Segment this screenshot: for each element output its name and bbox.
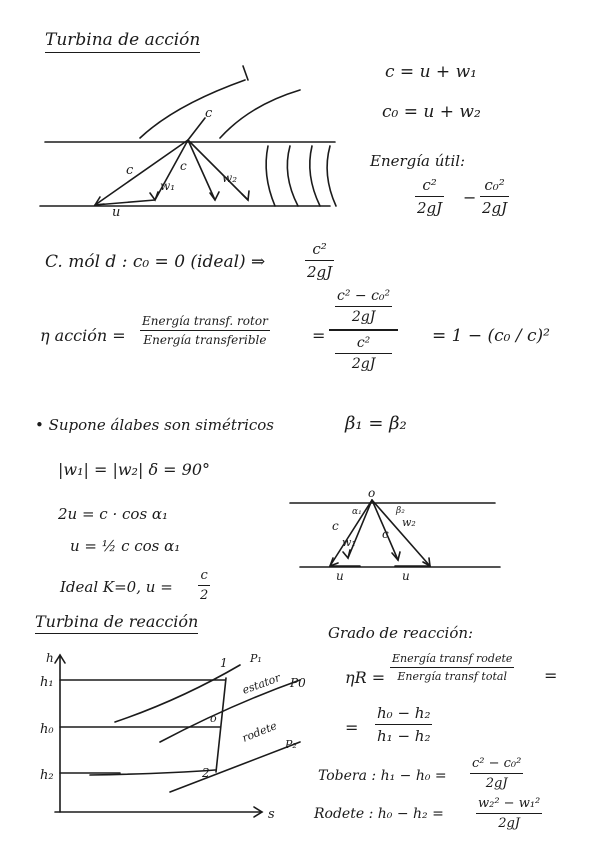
eta-action-den: Energía transferible <box>143 333 267 347</box>
c-mol-num: c² <box>312 240 327 258</box>
energy-num-2: c₀² <box>484 176 505 194</box>
beta-equality: β₁ = β₂ <box>345 413 407 434</box>
w1-label: w₁ <box>160 179 176 193</box>
eq2-frac <box>375 704 432 745</box>
s-axis-label: s <box>268 807 275 822</box>
frac-bar <box>305 260 334 261</box>
h0-label: h₀ <box>40 722 54 737</box>
c-left-label: c <box>126 163 134 178</box>
frac-bar <box>390 667 514 668</box>
eq-c: c = u + w₁ <box>385 62 477 82</box>
energy-den-1: 2gJ <box>417 199 443 217</box>
frac-bar <box>480 196 509 197</box>
eq-c0: c₀ = u + w₂ <box>382 102 481 122</box>
symmetric-bullet: • Supone álabes son simétricos <box>35 416 274 434</box>
eta-action-eq: = <box>312 326 326 345</box>
ideal-den: 2 <box>200 588 209 603</box>
big-frac-bar <box>329 329 398 331</box>
energy-minus: − <box>463 188 477 207</box>
u1-label: u <box>336 569 344 583</box>
frac-bar <box>140 330 270 331</box>
u-label: u <box>112 205 121 220</box>
c2-label: c <box>382 527 389 541</box>
frac-bar <box>470 773 523 774</box>
w2-label: w₂ <box>222 171 238 185</box>
pt2-label: 2 <box>202 766 210 780</box>
o-label: o <box>368 486 376 500</box>
rodete-line: Rodete : h₀ − h₂ = <box>314 806 444 822</box>
eq-2u: 2u = c · cos α₁ <box>58 505 169 523</box>
c-mol-line: C. mól d : c₀ = 0 (ideal) ⇒ <box>45 252 266 272</box>
etaR-eq: = <box>544 666 558 685</box>
symmetric-blade-diagram <box>290 486 500 583</box>
frac-bar <box>415 196 444 197</box>
estator-label: estator <box>240 671 283 697</box>
eq2-sign: = <box>345 718 359 737</box>
pt0-label: o <box>210 712 217 725</box>
etaR-num: Energía transf rodete <box>392 652 513 665</box>
c-mol-den: 2gJ <box>307 263 333 281</box>
grado-label: Grado de reacción: <box>328 624 474 642</box>
c-top-label: c <box>205 106 213 121</box>
w-equality: |w₁| = |w₂| δ = 90° <box>58 460 211 479</box>
rodete-num: w₂² − w₁² <box>478 796 541 811</box>
tobera-num: c² − c₀² <box>472 756 522 771</box>
big-frac-bottom <box>335 335 392 372</box>
rodete-frac <box>476 796 542 831</box>
u2-label: u <box>402 569 410 583</box>
tobera-frac <box>470 756 523 791</box>
etaR-frac <box>390 652 514 683</box>
big-den-num: c² <box>356 335 371 351</box>
frac-bar <box>476 813 542 814</box>
eta-action-result: = 1 − (c₀ / c)² <box>432 326 550 346</box>
frac-bar <box>198 585 210 586</box>
h1-label: h₁ <box>40 675 54 690</box>
energy-frac-2 <box>480 176 509 217</box>
frac-bar <box>335 306 392 307</box>
c-mid-label: c <box>180 159 187 173</box>
rodete-den: 2gJ <box>498 816 521 831</box>
big-den-den: 2gJ <box>351 356 376 372</box>
tobera-line: Tobera : h₁ − h₀ = <box>318 768 447 784</box>
big-num-num: c² − c₀² <box>337 288 391 304</box>
h2-label: h₂ <box>40 768 54 783</box>
hs-chart <box>40 651 306 822</box>
eta-action-num: Energía transf. rotor <box>142 314 268 328</box>
energy-num-1: c² <box>422 176 437 194</box>
c-mol-frac <box>305 240 334 281</box>
etaR-den: Energía transf total <box>397 670 507 683</box>
ideal-frac <box>198 568 210 603</box>
big-frac-top <box>335 288 392 325</box>
p1-label: P₁ <box>250 652 262 665</box>
eta-action-label: η acción = <box>40 326 126 345</box>
section1-title: Turbina de acción <box>45 30 200 53</box>
ideal-num: c <box>200 568 208 583</box>
eq2-den: h₁ − h₂ <box>377 727 431 745</box>
c1-label: c <box>332 519 339 533</box>
eq-u: u = ½ c cos α₁ <box>70 537 181 555</box>
big-frac <box>335 288 392 372</box>
h-axis-label: h <box>46 651 54 665</box>
etaR-label: ηR = <box>345 668 386 687</box>
w2-sym-label: w₂ <box>402 516 416 529</box>
pt1-label: 1 <box>220 656 228 670</box>
p0-label: P0 <box>290 676 306 690</box>
section4-title: Turbina de reacción <box>35 612 198 634</box>
alpha1-label: α₁ <box>352 507 362 517</box>
big-num-den: 2gJ <box>351 309 376 325</box>
action-turbine-diagram <box>40 66 336 220</box>
energy-label: Energía útil: <box>370 152 466 170</box>
w1-sym-label: w₁ <box>342 536 356 549</box>
energy-den-2: 2gJ <box>482 199 508 217</box>
frac-bar <box>335 353 392 354</box>
beta2-label: β₂ <box>396 506 405 516</box>
tobera-den: 2gJ <box>485 776 508 791</box>
ideal-line: Ideal K=0, u = <box>60 578 173 596</box>
eq2-num: h₀ − h₂ <box>377 704 431 722</box>
eta-action-frac <box>140 314 270 347</box>
energy-frac-1 <box>415 176 444 217</box>
frac-bar <box>375 724 432 725</box>
p2-label: P₂ <box>285 738 297 751</box>
rodete-label: rodete <box>240 719 279 745</box>
